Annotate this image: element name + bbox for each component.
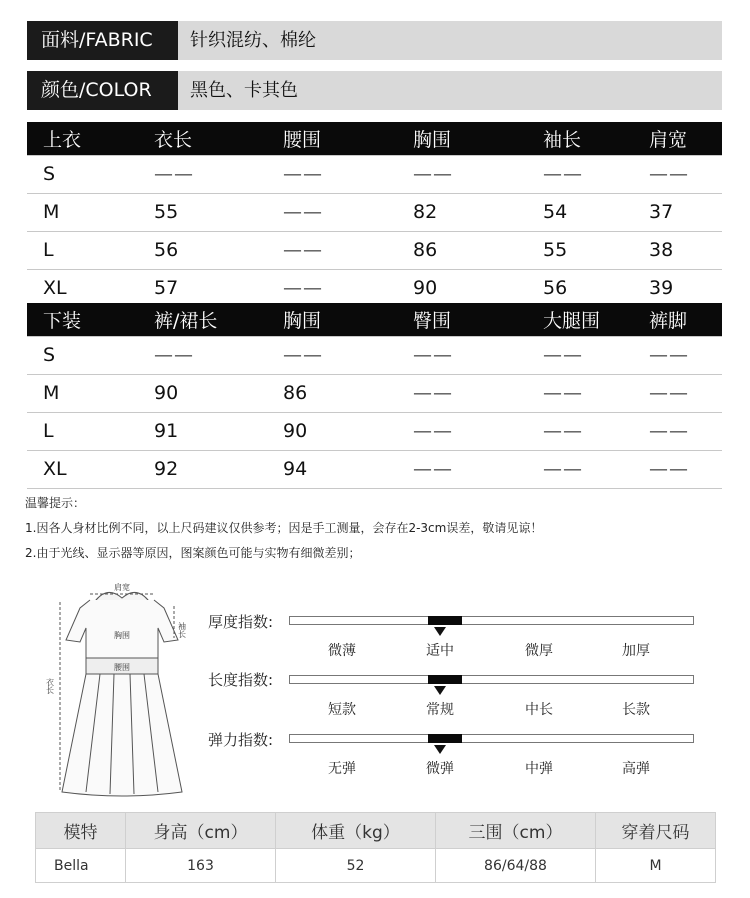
table-cell: —— (649, 412, 722, 450)
length-option: 中长 (525, 702, 553, 718)
table-cell: —— (413, 450, 543, 488)
table-cell: —— (543, 336, 649, 374)
length-option: 长款 (622, 702, 650, 718)
table-row (36, 849, 716, 883)
header-cell: 身高（cm） (126, 813, 276, 849)
dress-diagram (40, 578, 200, 803)
length-option: 常规 (426, 702, 454, 718)
header-cell: 胸围 (283, 303, 413, 336)
diagram-waist-label: 腰围 (114, 663, 130, 672)
model-weight: 52 (276, 849, 436, 883)
table-cell: —— (413, 412, 543, 450)
thickness-index-marker (428, 616, 462, 625)
elasticity-option: 高弹 (622, 761, 650, 777)
table-cell: XL (27, 450, 154, 488)
table-cell: M (27, 374, 154, 412)
header-cell: 肩宽 (649, 122, 722, 155)
elasticity-arrow-icon (434, 745, 446, 754)
thickness-option: 适中 (426, 643, 454, 659)
header-cell: 穿着尺码 (596, 813, 716, 849)
tips-line-1: 1.因各人身材比例不同，以上尺码建议仅供参考；因是手工测量，会存在2-3cm误差，敬请见谅！ (25, 521, 543, 535)
table-cell: XL (27, 269, 154, 307)
model-name: Bella (36, 849, 126, 883)
length-option: 短款 (328, 702, 356, 718)
table-row (27, 155, 722, 193)
fabric-label: 面料/FABRIC (27, 21, 178, 60)
model-size: M (596, 849, 716, 883)
table-cell: 39 (649, 269, 722, 307)
tips-line-2: 2.由于光线、显示器等原因，图案颜色可能与实物有细微差别； (25, 546, 361, 560)
table-cell: —— (283, 193, 413, 231)
table-cell: 92 (154, 450, 283, 488)
table-row (27, 269, 722, 307)
table-cell: —— (649, 155, 722, 193)
thickness-option: 加厚 (622, 643, 650, 659)
thickness-option: 微薄 (328, 643, 356, 659)
table-cell: —— (649, 336, 722, 374)
thickness-option: 微厚 (525, 643, 553, 659)
header-cell: 袖长 (543, 122, 649, 155)
length-index-marker (428, 675, 462, 684)
table-cell: —— (413, 374, 543, 412)
table-cell: 94 (283, 450, 413, 488)
model-measurements: 86/64/88 (436, 849, 596, 883)
tips-title: 温馨提示： (25, 496, 86, 510)
table-cell: M (27, 193, 154, 231)
table-cell: S (27, 336, 154, 374)
thickness-index-bar (289, 616, 694, 625)
bottom-size-table (27, 303, 722, 489)
model-table (35, 812, 716, 883)
table-cell: 56 (543, 269, 649, 307)
header-cell: 裤脚 (649, 303, 722, 336)
length-arrow-icon (434, 686, 446, 695)
elasticity-option: 中弹 (525, 761, 553, 777)
header-cell: 体重（kg） (276, 813, 436, 849)
table-cell: 86 (283, 374, 413, 412)
elasticity-index-marker (428, 734, 462, 743)
model-height: 163 (126, 849, 276, 883)
table-row (27, 450, 722, 488)
elasticity-index-bar (289, 734, 694, 743)
header-cell: 大腿围 (543, 303, 649, 336)
table-cell: —— (413, 155, 543, 193)
diagram-shoulder-label: 肩宽 (114, 583, 130, 592)
top-size-table (27, 122, 722, 308)
table-cell: —— (154, 336, 283, 374)
table-cell: —— (154, 155, 283, 193)
table-cell: —— (543, 450, 649, 488)
thickness-index-label: 厚度指数: (208, 613, 274, 631)
length-index-bar (289, 675, 694, 684)
header-cell: 下装 (27, 303, 154, 336)
table-cell: 55 (154, 193, 283, 231)
fabric-row (27, 21, 722, 60)
table-cell: —— (649, 374, 722, 412)
table-cell: —— (413, 336, 543, 374)
header-cell: 裤/裙长 (154, 303, 283, 336)
color-value: 黑色、卡其色 (190, 80, 298, 101)
header-cell: 臀围 (413, 303, 543, 336)
fabric-value: 针织混纺、棉纶 (190, 30, 316, 51)
elasticity-option: 微弹 (426, 761, 454, 777)
table-cell: —— (543, 412, 649, 450)
table-row (27, 231, 722, 269)
diagram-chest-label: 胸围 (114, 631, 130, 640)
header-cell: 衣长 (154, 122, 283, 155)
table-cell: L (27, 231, 154, 269)
table-row (27, 336, 722, 374)
table-cell: 55 (543, 231, 649, 269)
table-header-row (27, 122, 722, 155)
elasticity-index-label: 弹力指数: (208, 731, 274, 749)
diagram-length-label: 衣长 (45, 678, 55, 694)
table-cell: —— (283, 155, 413, 193)
header-cell: 模特 (36, 813, 126, 849)
table-cell: S (27, 155, 154, 193)
header-cell: 胸围 (413, 122, 543, 155)
table-cell: 90 (283, 412, 413, 450)
table-cell: 91 (154, 412, 283, 450)
table-cell: —— (283, 269, 413, 307)
table-cell: 37 (649, 193, 722, 231)
header-cell: 腰围 (283, 122, 413, 155)
header-cell: 三围（cm） (436, 813, 596, 849)
table-cell: 56 (154, 231, 283, 269)
diagram-sleeve-label: 袖长 (177, 622, 187, 638)
thickness-arrow-icon (434, 627, 446, 636)
table-cell: L (27, 412, 154, 450)
table-cell: —— (283, 231, 413, 269)
table-cell: 86 (413, 231, 543, 269)
table-row (27, 193, 722, 231)
table-header-row (27, 303, 722, 336)
table-cell: 38 (649, 231, 722, 269)
table-cell: —— (543, 374, 649, 412)
table-cell: 90 (154, 374, 283, 412)
table-cell: 54 (543, 193, 649, 231)
length-index-label: 长度指数: (208, 671, 274, 689)
table-row (27, 374, 722, 412)
table-row (27, 412, 722, 450)
color-row (27, 71, 722, 110)
model-header-row (36, 813, 716, 849)
table-cell: 90 (413, 269, 543, 307)
table-cell: —— (649, 450, 722, 488)
table-cell: —— (283, 336, 413, 374)
table-cell: 57 (154, 269, 283, 307)
table-cell: —— (543, 155, 649, 193)
tips-block (25, 491, 542, 566)
header-cell: 上衣 (27, 122, 154, 155)
table-cell: 82 (413, 193, 543, 231)
color-label: 颜色/COLOR (27, 71, 178, 110)
elasticity-option: 无弹 (328, 761, 356, 777)
